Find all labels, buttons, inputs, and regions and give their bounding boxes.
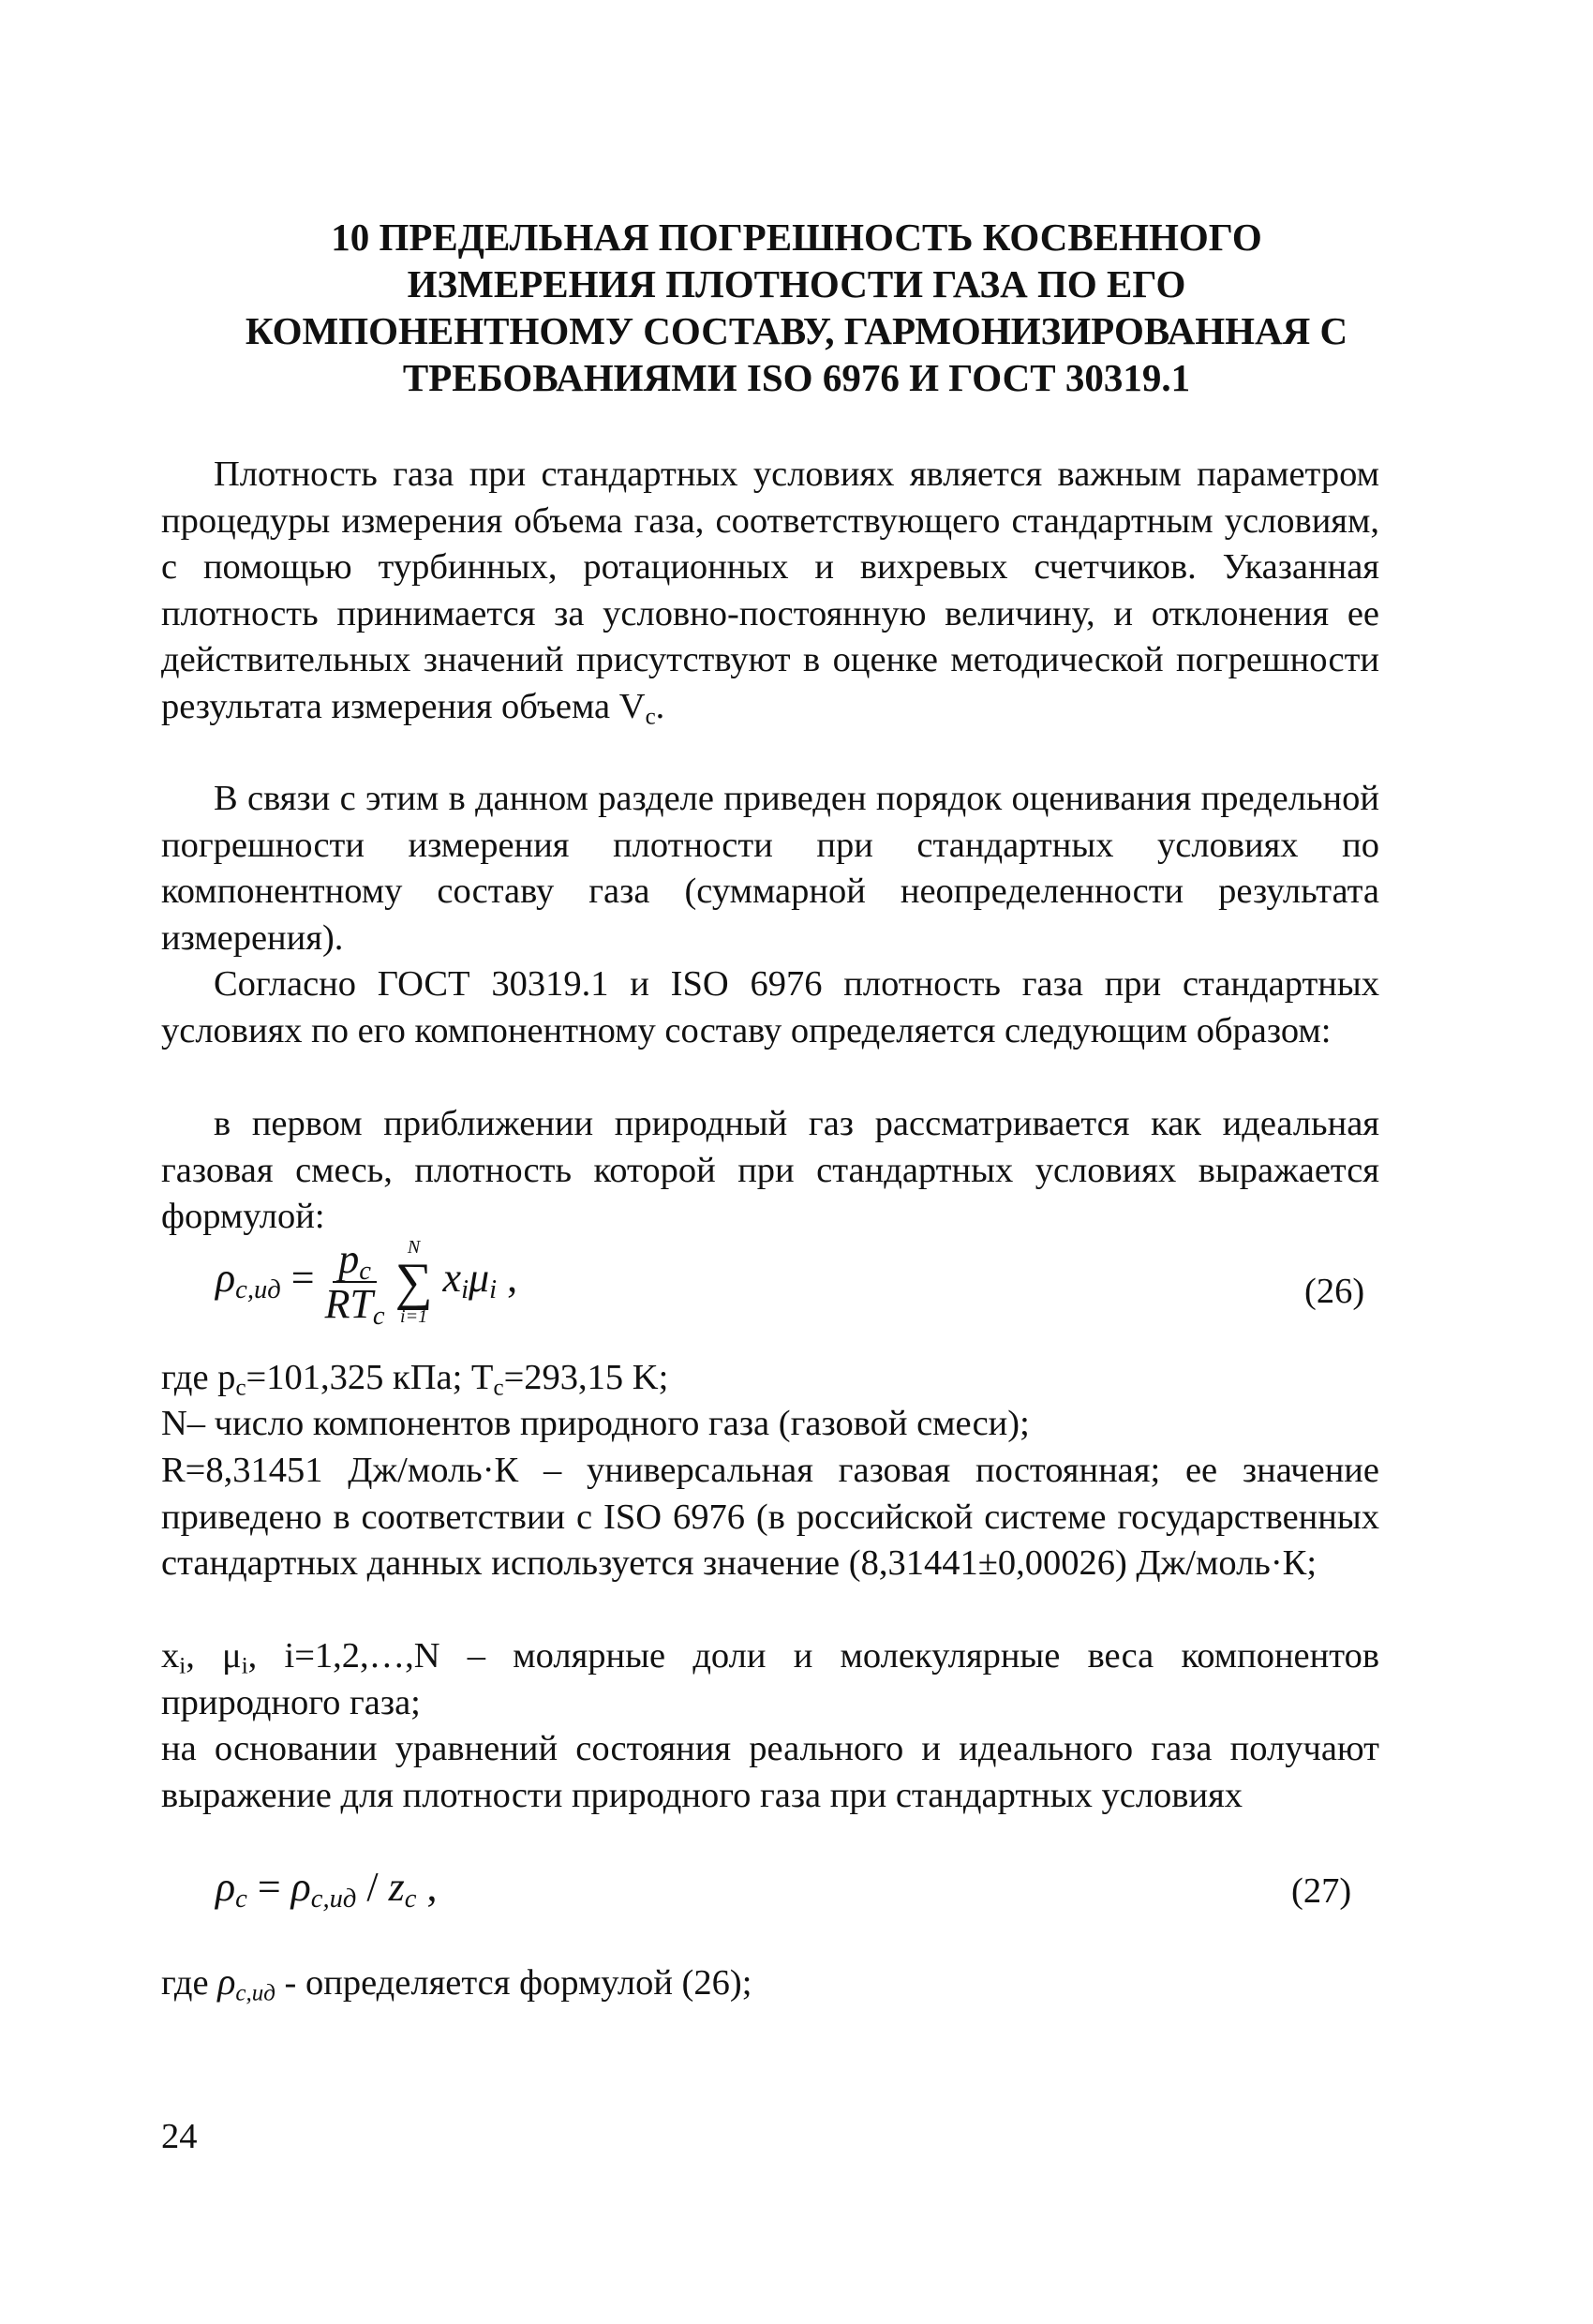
subscript: i	[179, 1653, 186, 1679]
heading-line: КОМПОНЕНТНОМУ СОСТАВУ, ГАРМОНИЗИРОВАННАЯ С	[245, 309, 1348, 352]
subscript: c	[235, 1885, 247, 1914]
heading-line: 10 ПРЕДЕЛЬНАЯ ПОГРЕШНОСТЬ КОСВЕННОГО	[331, 216, 1262, 259]
comma: ,	[497, 1255, 518, 1302]
subscript: c,ид	[310, 1885, 357, 1914]
rho-symbol: ρ	[216, 1255, 236, 1302]
subscript: i	[489, 1275, 498, 1305]
subscript: c	[235, 1375, 246, 1401]
paragraph-3: Согласно ГОСТ 30319.1 и ISO 6976 плотность газа при стандартных условиях по его компонентному составу определяется следующим образом:	[161, 964, 1379, 1050]
definition-text: , μ	[186, 1636, 242, 1676]
equals-sign: =	[290, 1255, 315, 1302]
heading-line: ТРЕБОВАНИЯМИ ISO 6976 И ГОСТ 30319.1	[402, 356, 1191, 399]
term-mu: μ	[469, 1255, 490, 1302]
paragraph-text: Плотность газа при стандартных условиях является важным параметром процедуры измерения объема газа, соответствующего стандартным условиям, с помощью турбинных, ротационных и вихревых счетчиков. Указанная плотность принимается за условно-постоянную величину, и отклонения ее действительных значений присутствуют в оценке методической погрешности результата измерения объема V	[161, 454, 1379, 726]
definition-r: R=8,31451 Дж/моль·К – универсальная газовая постоянная; ее значение приведено в соответствии с ISO 6976 (в российской системе государственных стандартных данных используется значение (8,31441±0,00026) Дж/моль·К;	[161, 1451, 1379, 1584]
fraction	[324, 1236, 385, 1332]
definition-text: где	[161, 1963, 218, 2003]
definition-text: , i=1,2,…,N – молярные доли и молекулярные веса компонентов природного газа;	[161, 1636, 1379, 1722]
comma: ,	[416, 1864, 438, 1910]
equation-number-26: (26)	[1304, 1272, 1365, 1311]
definition-x-mu	[161, 1633, 1379, 1726]
formula-26	[216, 1236, 518, 1332]
formula-27	[216, 1863, 438, 1914]
slash: /	[356, 1864, 389, 1910]
definition-rho-id	[161, 1959, 1379, 2007]
paragraph-4: в первом приближении природный газ рассматривается как идеальная газовая смесь, плотность которой при стандартных условиях выражается формулой:	[161, 1104, 1379, 1237]
fraction-denominator	[324, 1281, 385, 1332]
subscript: c,ид	[235, 1980, 275, 2006]
definition-text: где p	[161, 1358, 236, 1397]
sum-upper-limit: N	[407, 1237, 421, 1258]
z-symbol: z	[388, 1864, 405, 1910]
section-heading	[141, 214, 1452, 401]
summation	[395, 1237, 433, 1327]
numerator-p: p	[338, 1236, 360, 1282]
definition-constants	[161, 1355, 1379, 1402]
subscript: c	[645, 704, 656, 730]
definition-n: N– число компонентов природного газа (газовой смеси);	[161, 1404, 1030, 1443]
subscript: c	[493, 1375, 504, 1401]
paragraph-state-equations: на основании уравнений состояния реального и идеального газа получают выражение для плотности природного газа при стандартных условиях	[161, 1729, 1379, 1815]
rho-symbol: ρ	[290, 1864, 311, 1910]
sigma-icon: ∑	[395, 1253, 433, 1311]
equation-number-27: (27)	[1291, 1871, 1352, 1911]
subscript: i	[461, 1275, 469, 1305]
fraction-numerator	[333, 1236, 377, 1287]
denominator-rt: RT	[324, 1281, 373, 1327]
definition-text: =101,325 кПа; T	[246, 1358, 494, 1397]
subscript: c	[372, 1302, 385, 1332]
equals-sign: =	[246, 1864, 291, 1910]
subscript: c	[404, 1885, 417, 1914]
paragraph-1	[161, 452, 1379, 731]
page-number: 24	[161, 2117, 198, 2156]
subscript: i	[241, 1653, 248, 1679]
rho-symbol: ρ	[216, 1864, 236, 1910]
heading-line: ИЗМЕРЕНИЯ ПЛОТНОСТИ ГАЗА ПО ЕГО	[407, 262, 1186, 305]
definition-text: =293,15 K;	[503, 1358, 669, 1397]
paragraph-2: В связи с этим в данном разделе приведен порядок оценивания предельной погрешности измерения плотности при стандартных условиях по компонентному составу газа (суммарной неопределенности результата измерения).	[161, 779, 1379, 958]
rho-symbol: ρ	[217, 1960, 236, 2003]
term-x: x	[442, 1255, 462, 1302]
paragraph-text-end: .	[655, 686, 665, 726]
subscript: c,ид	[235, 1275, 281, 1305]
definition-text: x	[161, 1636, 180, 1676]
sum-lower-limit: i=1	[400, 1306, 428, 1327]
subscript: c	[359, 1257, 371, 1287]
definition-text: - определяется формулой (26);	[275, 1963, 752, 2003]
